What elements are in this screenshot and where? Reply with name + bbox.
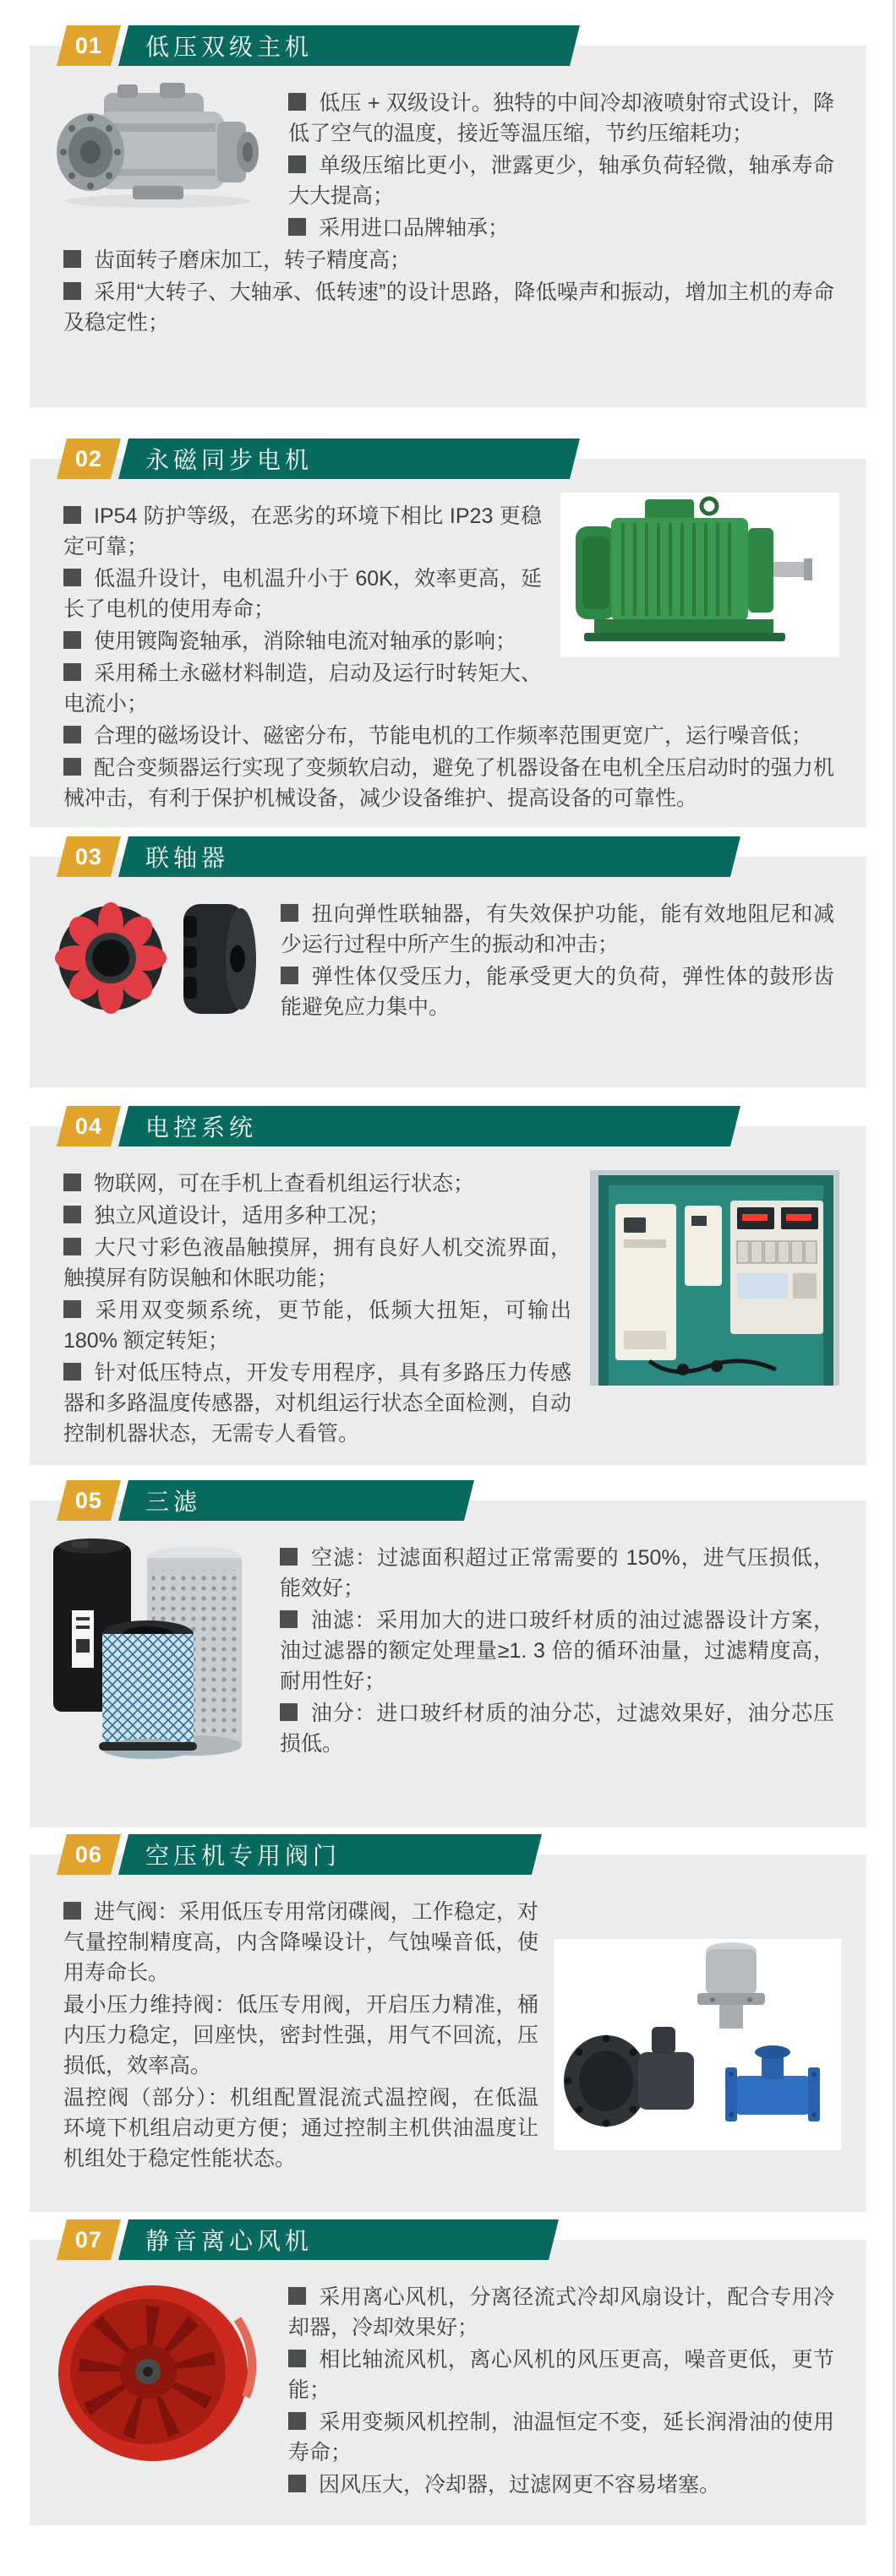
bullet-square-icon xyxy=(63,506,81,524)
bullet-text: 针对低压特点，开发专用程序，具有多路压力传感器和多路温度传感器，对机组运行状态全面检测，自动控制机器状态，无需专人看管。 xyxy=(63,1361,571,1446)
section-title: 电控系统 xyxy=(145,1114,258,1141)
bullet-text: 扭向弹性联轴器，有失效保护功能，能有效地阻尼和减少运行过程中所产生的振动和冲击； xyxy=(281,902,834,956)
section-title-bar xyxy=(118,1480,474,1521)
bullet xyxy=(63,658,834,719)
coupling-image xyxy=(50,894,257,1021)
section-title-bar xyxy=(118,836,740,877)
section-title: 低压双级主机 xyxy=(145,34,314,60)
bullet-square-icon xyxy=(280,1548,298,1566)
section-title: 空压机专用阀门 xyxy=(145,1843,341,1869)
bullet xyxy=(63,2470,834,2500)
compressor-valves-image xyxy=(554,1939,841,2150)
section-panel xyxy=(30,1500,866,1827)
bullet-text: 油分：进口玻纤材质的油分芯，过滤效果好，油分芯压损低。 xyxy=(280,1702,834,1756)
section-coupling xyxy=(30,836,866,1087)
section-number: 02 xyxy=(74,445,103,471)
section-banner xyxy=(62,1834,537,1875)
bullet-square-icon xyxy=(281,967,298,984)
control-cabinet-image xyxy=(590,1170,839,1386)
section-number: 06 xyxy=(74,1841,103,1867)
bullet-square-icon xyxy=(63,1902,81,1920)
bullet-square-icon xyxy=(63,1300,81,1318)
bullet-text: 弹性体仅受压力，能承受更大的负荷，弹性体的鼓形齿能避免应力集中。 xyxy=(281,965,834,1019)
section-title: 静音离心风机 xyxy=(145,2228,314,2254)
section-number-badge xyxy=(57,836,121,877)
bullet-text: 合理的磁场设计、磁密分布，节能电机的工作频率范围更宽广，运行噪音低； xyxy=(94,724,813,748)
section-panel xyxy=(30,459,866,827)
bullet-square-icon xyxy=(63,758,81,776)
bullet-text: 采用进口品牌轴承； xyxy=(319,216,510,240)
bullet-text: 单级压缩比更小，泄露更少，轴承负荷轻微，轴承寿命大大提高； xyxy=(288,154,834,208)
section-title: 联轴器 xyxy=(145,845,230,871)
section-title-bar xyxy=(118,438,580,479)
bullet-text: 最小压力维持阀：低压专用阀，开启压力精准，桶内压力稳定，回座快，密封性强，用气不回流，压损低，效率高。 xyxy=(63,1993,538,2078)
section-number-badge xyxy=(57,1834,121,1875)
bullet-text: 大尺寸彩色液晶触摸屏，拥有良好人机交流界面，触摸屏有防误触和休眠功能； xyxy=(63,1236,571,1290)
section-banner xyxy=(62,25,575,66)
bullet-text: 低温升设计，电机温升小于 60K，效率更高，延长了电机的使用寿命； xyxy=(63,567,542,621)
section-number: 04 xyxy=(74,1113,103,1139)
bullet-text: 低压 + 双级设计。独特的中间冷却液喷射帘式设计，降低了空气的温度，接近等温压缩，节约压缩耗功； xyxy=(288,91,834,145)
bullet-text: 独立风道设计，适用多种工况； xyxy=(94,1204,391,1228)
bullet-square-icon xyxy=(63,1206,81,1223)
bullet-square-icon xyxy=(63,1363,81,1381)
bullet-text: 配合变频器运行实现了变频软启动，避免了机器设备在电机全压启动时的强力机械冲击，有利于保护机械设备，减少设备维护、提高设备的可靠性。 xyxy=(63,756,834,810)
bullet-text: 齿面转子磨床加工，转子精度高； xyxy=(94,248,412,272)
section-number: 07 xyxy=(74,2226,103,2252)
section-control-system xyxy=(30,1106,866,1465)
section-title-bar xyxy=(118,2219,559,2260)
section-number: 01 xyxy=(74,32,103,58)
bullet-square-icon xyxy=(63,663,81,681)
section-fan xyxy=(30,2219,866,2525)
centrifugal-fan-image xyxy=(46,2279,266,2471)
section-number: 05 xyxy=(74,1487,103,1513)
section-panel xyxy=(30,2240,866,2525)
section-valves xyxy=(30,1834,866,2212)
bullet-text: 温控阀（部分）：机组配置混流式温控阀，在低温环境下机组启动更方便；通过控制主机供油温度让机组处于稳定性能状态。 xyxy=(63,2086,538,2170)
section-title-bar xyxy=(118,1106,740,1146)
bullet-text: IP54 防护等级，在恶劣的环境下相比 IP23 更稳定可靠； xyxy=(63,504,542,558)
bullet-square-icon xyxy=(63,569,81,586)
section-banner xyxy=(62,836,735,877)
bullet xyxy=(63,753,834,814)
bullet-square-icon xyxy=(63,250,81,268)
bullet-square-icon xyxy=(288,2350,306,2367)
bullet-text: 油滤：采用加大的进口玻纤材质的油过滤器设计方案，油过滤器的额定处理量≥1. 3 倍的循环油量，过滤精度高，耐用性好； xyxy=(280,1609,834,1693)
bullet-square-icon xyxy=(288,2412,306,2430)
bullet-square-icon xyxy=(63,1238,81,1255)
bullet xyxy=(63,277,834,338)
section-title-bar xyxy=(118,1834,542,1875)
bullet-text: 采用“大转子、大轴承、低转速”的设计思路，降低噪声和振动，增加主机的寿命及稳定性； xyxy=(63,280,834,335)
section-number-badge xyxy=(57,438,121,479)
section-number-badge xyxy=(57,1106,121,1146)
bullet-square-icon xyxy=(288,2475,306,2492)
screw-airend-image xyxy=(52,74,263,210)
section-banner xyxy=(62,438,575,479)
bullet-square-icon xyxy=(63,282,81,300)
bullet-square-icon xyxy=(63,1174,81,1191)
section-banner xyxy=(62,1106,735,1146)
section-banner xyxy=(62,2219,554,2260)
section-number-badge xyxy=(57,1480,121,1521)
section-number-badge xyxy=(57,25,121,66)
section-motor xyxy=(30,438,866,827)
bullet-square-icon xyxy=(288,155,306,173)
bullet xyxy=(63,721,834,751)
section-title: 永磁同步电机 xyxy=(145,447,314,473)
bullet-text: 使用镀陶瓷轴承，消除轴电流对轴承的影响； xyxy=(94,629,517,653)
bullet-text: 相比轴流风机，离心风机的风压更高，噪音更低，更节能； xyxy=(288,2348,834,2402)
section-number: 03 xyxy=(74,843,103,869)
bullet-text: 采用双变频系统，更节能，低频大扭矩，可输出 180% 额定转矩； xyxy=(63,1299,571,1353)
bullet-text: 进气阀：采用低压专用常闭碟阀，工作稳定，对气量控制精度高，内含降噪设计，气蚀噪音低，使用寿命长。 xyxy=(63,1900,538,1985)
bullet-square-icon xyxy=(281,904,298,922)
bullet-text: 因风压大，冷却器，过滤网更不容易堵塞。 xyxy=(319,2473,721,2497)
section-title-bar xyxy=(118,25,580,66)
section-number-badge xyxy=(57,2219,121,2260)
bullet xyxy=(63,213,834,243)
bullet-square-icon xyxy=(280,1703,298,1721)
bullet-text: 采用离心风机，分离径流式冷却风扇设计，配合专用冷却器，冷却效果好； xyxy=(288,2285,834,2339)
three-filters-image xyxy=(46,1533,258,1761)
permanent-magnet-motor-image xyxy=(560,493,839,657)
section-panel xyxy=(30,857,866,1087)
section-title: 三滤 xyxy=(145,1489,202,1515)
section-filters xyxy=(30,1480,866,1827)
bullet-text: 采用变频风机控制，油温恒定不变，延长润滑油的使用寿命； xyxy=(288,2410,834,2464)
bullet-square-icon xyxy=(288,2287,306,2305)
bullet-square-icon xyxy=(63,726,81,743)
bullet-text: 物联网，可在手机上查看机组运行状态； xyxy=(94,1172,475,1195)
bullet-text: 采用稀土永磁材料制造，启动及运行时转矩大、电流小； xyxy=(63,662,542,716)
bullet-square-icon xyxy=(63,631,81,649)
bullet-square-icon xyxy=(288,218,306,236)
section-panel xyxy=(30,1126,866,1465)
bullet-square-icon xyxy=(288,93,306,111)
section-panel xyxy=(30,1854,866,2212)
bullet xyxy=(63,245,834,275)
section-airend xyxy=(30,25,866,407)
section-panel xyxy=(30,46,866,407)
bullet-text: 空滤：过滤面积超过正常需要的 150%，进气压损低，能效好； xyxy=(280,1546,834,1600)
bullet-square-icon xyxy=(280,1610,298,1628)
section-banner xyxy=(62,1480,469,1521)
